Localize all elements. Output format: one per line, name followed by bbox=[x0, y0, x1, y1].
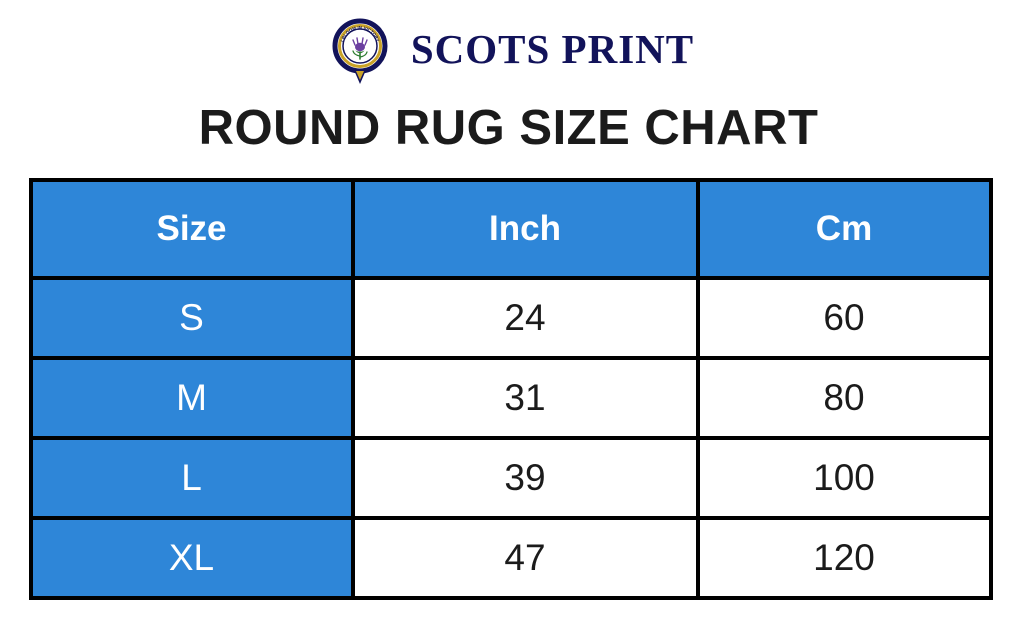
cell-size: L bbox=[31, 438, 353, 518]
cell-cm: 100 bbox=[698, 438, 991, 518]
cell-inch: 24 bbox=[353, 278, 698, 358]
column-header-size: Size bbox=[31, 180, 353, 278]
cell-size: M bbox=[31, 358, 353, 438]
table-row bbox=[31, 518, 991, 598]
svg-text:I BLOOM IN VICTORY: I BLOOM IN VICTORY bbox=[339, 24, 381, 43]
page-title: ROUND RUG SIZE CHART bbox=[198, 101, 819, 155]
brand-name: SCOTS PRINT bbox=[410, 25, 695, 72]
cell-cm: 60 bbox=[698, 278, 991, 358]
table-header-row bbox=[31, 180, 991, 278]
table-row bbox=[31, 438, 991, 518]
cell-size: XL bbox=[31, 518, 353, 598]
brand-header bbox=[323, 14, 694, 88]
cell-inch: 31 bbox=[353, 358, 698, 438]
cell-inch: 47 bbox=[353, 518, 698, 598]
column-header-inch: Inch bbox=[353, 180, 698, 278]
cell-cm: 80 bbox=[698, 358, 991, 438]
table-header bbox=[31, 180, 991, 278]
cell-cm: 120 bbox=[698, 518, 991, 598]
column-header-cm: Cm bbox=[698, 180, 991, 278]
table-row bbox=[31, 358, 991, 438]
cell-inch: 39 bbox=[353, 438, 698, 518]
scots-print-crest-icon bbox=[323, 14, 397, 88]
table-body bbox=[31, 278, 991, 598]
cell-size: S bbox=[31, 278, 353, 358]
table-row bbox=[31, 278, 991, 358]
size-chart-table bbox=[29, 178, 993, 600]
size-chart-table-wrapper bbox=[29, 178, 989, 600]
